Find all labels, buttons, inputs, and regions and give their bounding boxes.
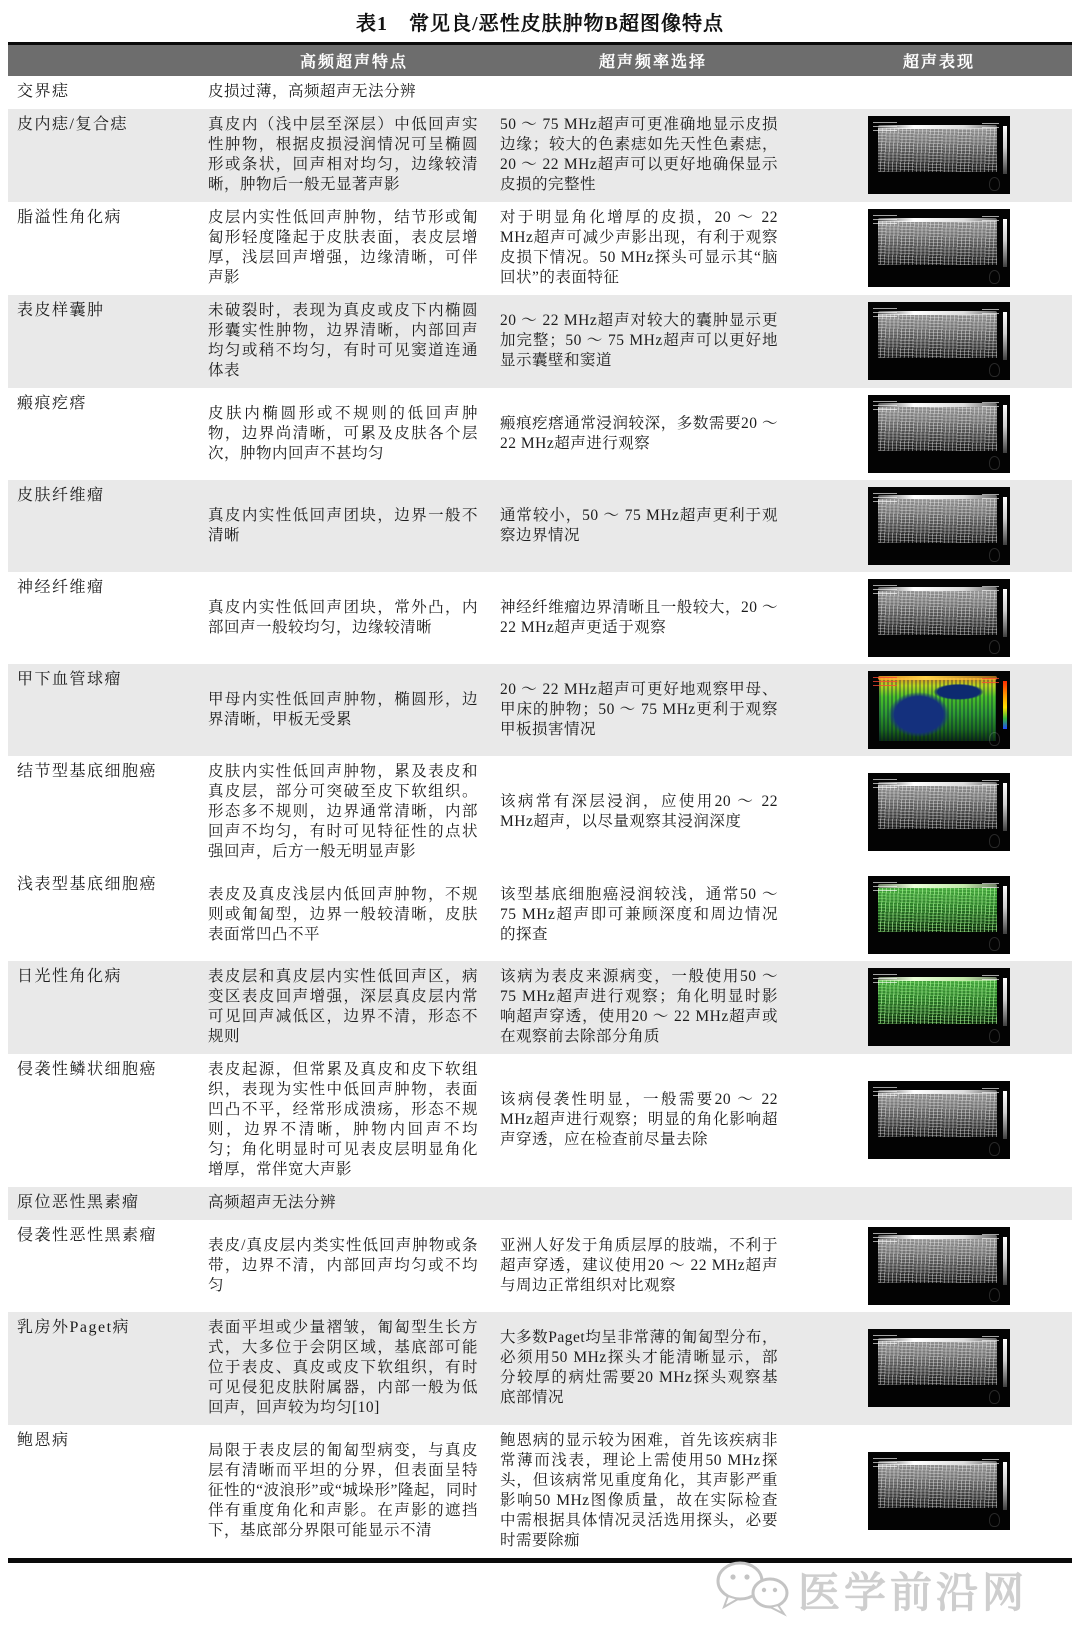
table-row	[8, 480, 1072, 572]
ultrasound-scale-bar	[1003, 681, 1007, 729]
ultrasound-tissue-band	[878, 128, 997, 172]
ultrasound-image-cell	[806, 665, 1072, 756]
row-frequency-text	[500, 1197, 806, 1210]
row-frequency-text	[500, 86, 806, 99]
ultrasound-scale-bar	[1003, 978, 1007, 1026]
row-features-text: 皮层内实性低回声肿物，结节形或匍匐形轻度隆起于皮肤表面，表皮层增厚，浅层回声增强，边缘清晰，可伴声影	[208, 209, 478, 286]
row-frequency-text: 该病常有深层浸润，应使用20 ～ 22 MHz超声，以尽量观察其浸润深度	[500, 793, 778, 830]
ultrasound-annotation-marks-right	[982, 675, 999, 683]
ultrasound-image	[868, 1227, 1010, 1305]
ultrasound-annotation-marks-right	[982, 972, 999, 980]
ultrasound-image	[868, 876, 1010, 954]
row-label: 日光性角化病	[17, 968, 123, 985]
table-row	[8, 1187, 1072, 1220]
table-row	[8, 961, 1072, 1054]
table-row	[8, 109, 1072, 202]
ultrasound-body-marker-icon	[989, 1029, 1000, 1043]
row-features-text: 表皮/真皮层内类实性低回声肿物或条带，边界不清，内部回声均匀或不均匀	[208, 1236, 478, 1294]
ultrasound-annotation-marks	[873, 399, 897, 410]
ultrasound-image-cell	[806, 481, 1072, 572]
ultrasound-annotation-marks-right	[982, 399, 999, 407]
table-header-row	[8, 45, 1072, 76]
ultrasound-body-marker-icon	[989, 732, 1000, 746]
ultrasound-scale-bar	[1003, 497, 1007, 545]
wechat-icon	[714, 1557, 792, 1622]
ultrasound-scale-bar	[1003, 589, 1007, 637]
ultrasound-scale-bar	[1003, 783, 1007, 831]
row-label: 神经纤维瘤	[17, 579, 105, 596]
ultrasound-annotation-marks-right	[982, 1085, 999, 1093]
row-label: 乳房外Paget病	[17, 1319, 131, 1336]
ultrasound-image-cell	[806, 1075, 1072, 1166]
ultrasound-image	[868, 671, 1010, 749]
table-row	[8, 572, 1072, 664]
row-features-text: 真皮内（浅中层至深层）中低回声实性肿物，根据皮损浸润情况可呈椭圆形或条状，回声相对均匀，边缘较清晰，肿物后一般无显著声影	[208, 116, 478, 193]
ultrasound-image-cell	[806, 1323, 1072, 1414]
row-label: 瘢痕疙瘩	[17, 395, 88, 412]
header-cell-frequency: 超声频率选择	[598, 54, 707, 71]
ultrasound-annotation-marks	[873, 777, 897, 788]
ultrasound-annotation-marks	[873, 972, 897, 983]
row-label: 皮内痣/复合痣	[17, 116, 128, 133]
header-cell-appearance: 超声表现	[902, 54, 975, 71]
row-frequency-text: 20 ～ 22 MHz超声对较大的囊肿显示更加完整；50 ～ 75 MHz超声可以更好地显示囊壁和窦道	[500, 312, 778, 369]
row-frequency-text: 瘢痕疙瘩通常浸润较深，多数需要20 ～ 22 MHz超声进行观察	[500, 414, 778, 452]
table-row	[8, 388, 1072, 480]
watermark-text: 医学前沿网	[797, 1568, 1028, 1616]
ultrasound-annotation-marks	[873, 491, 897, 502]
row-features-text: 表面平坦或少量褶皱，匍匐型生长方式，大多位于会阴区域，基底部可能位于表皮、真皮或皮下软组织，有时可见侵犯皮肤附属器，内部一般为低回声，回声较为均匀[10]	[208, 1319, 478, 1416]
table	[8, 42, 1072, 1558]
table-row	[8, 1220, 1072, 1312]
row-frequency-text: 该病为表皮来源病变，一般使用50 ～ 75 MHz超声进行观察；角化明显时影响超声穿透，使用20 ～ 22 MHz超声或在观察前去除部分角质	[500, 968, 778, 1045]
ultrasound-body-marker-icon	[989, 363, 1000, 377]
ultrasound-image-cell	[806, 573, 1072, 664]
ultrasound-image	[868, 968, 1010, 1046]
row-features-text: 真皮内实性低回声团块，边界一般不清晰	[208, 506, 478, 544]
ultrasound-image-cell	[806, 296, 1072, 387]
ultrasound-image-cell	[806, 203, 1072, 294]
row-features-text: 皮肤内实性低回声肿物，累及表皮和真皮层，部分可突破至皮下软组织。形态多不规则，边界通常清晰，内部回声不均匀，有时可见特征性的点状强回声，后方一般无明显声影	[208, 763, 478, 860]
ultrasound-tissue-band	[878, 980, 997, 1024]
row-label: 表皮样囊肿	[17, 302, 105, 319]
ultrasound-image-cell	[806, 1446, 1072, 1537]
ultrasound-body-marker-icon	[989, 1390, 1000, 1404]
ultrasound-scale-bar	[1003, 1091, 1007, 1139]
ultrasound-annotation-marks-right	[982, 583, 999, 591]
ultrasound-image-cell	[806, 110, 1072, 201]
ultrasound-image	[868, 1329, 1010, 1407]
ultrasound-image-cell	[806, 86, 1072, 99]
ultrasound-tissue-band	[878, 407, 997, 451]
ultrasound-scale-bar	[1003, 1237, 1007, 1285]
ultrasound-image	[868, 579, 1010, 657]
table-row	[8, 756, 1072, 869]
ultrasound-annotation-marks-right	[982, 1231, 999, 1239]
ultrasound-body-marker-icon	[989, 834, 1000, 848]
table-row	[8, 202, 1072, 295]
table-row	[8, 664, 1072, 756]
row-frequency-text: 鲍恩病的显示较为困难，首先该疾病非常薄而浅表，理论上需使用50 MHz探头，但该病常见重度角化，其声影严重影响50 MHz图像质量，故在实际检查中需根据具体情况灵活选用探头，必要时需要除痂	[500, 1432, 778, 1549]
row-label: 结节型基底细胞癌	[17, 763, 158, 780]
table-row	[8, 1425, 1072, 1558]
ultrasound-annotation-marks-right	[982, 120, 999, 128]
ultrasound-body-marker-icon	[989, 1288, 1000, 1302]
row-features-text: 甲母内实性低回声肿物，椭圆形，边界清晰，甲板无受累	[208, 690, 478, 728]
ultrasound-tissue-band	[879, 678, 995, 740]
table-body	[8, 76, 1072, 1558]
ultrasound-annotation-marks-right	[982, 880, 999, 888]
ultrasound-scale-bar	[1003, 312, 1007, 360]
ultrasound-scale-bar	[1003, 886, 1007, 934]
ultrasound-scale-bar	[1003, 126, 1007, 174]
ultrasound-image-cell	[806, 1197, 1072, 1210]
ultrasound-tissue-band	[878, 591, 997, 635]
ultrasound-annotation-marks-right	[982, 491, 999, 499]
ultrasound-body-marker-icon	[989, 456, 1000, 470]
table-row	[8, 295, 1072, 388]
row-label: 原位恶性黑素瘤	[17, 1194, 140, 1211]
ultrasound-body-marker-icon	[989, 177, 1000, 191]
ultrasound-annotation-marks-right	[982, 306, 999, 314]
ultrasound-tissue-band	[878, 499, 997, 543]
row-label: 甲下血管球瘤	[17, 671, 123, 688]
ultrasound-image	[868, 773, 1010, 851]
row-features-text: 未破裂时，表现为真皮或皮下内椭圆形囊实性肿物，边界清晰，内部回声均匀或稍不均匀，有时可见窦道连通体表	[208, 302, 478, 379]
ultrasound-image	[868, 116, 1010, 194]
row-label: 交界痣	[17, 83, 70, 100]
ultrasound-annotation-marks-right	[982, 1333, 999, 1341]
ultrasound-tissue-band	[878, 888, 997, 932]
row-features-text: 表皮层和真皮层内实性低回声区，病变区表皮回声增强，深层真皮层内常可见回声减低区，边界不清，形态不规则	[208, 968, 478, 1045]
ultrasound-body-marker-icon	[989, 1513, 1000, 1527]
ultrasound-image	[868, 1452, 1010, 1530]
table-row	[8, 869, 1072, 961]
ultrasound-annotation-marks	[873, 880, 897, 891]
table-row	[8, 1312, 1072, 1425]
ultrasound-image	[868, 209, 1010, 287]
ultrasound-image-cell	[806, 389, 1072, 480]
ultrasound-tissue-band	[878, 1464, 997, 1508]
row-label: 脂溢性角化病	[17, 209, 123, 226]
table-title: 表1 常见良/恶性皮肤肿物B超图像特点	[356, 13, 724, 35]
row-features-text: 表皮起源，但常累及真皮和皮下软组织，表现为实性中低回声肿物，表面凹凸不平，经常形成溃疡，形态不规则，边界不清晰，肿物内回声不均匀；角化明显时可见表皮层明显角化增厚，常伴宽大声影	[208, 1061, 478, 1178]
ultrasound-body-marker-icon	[989, 640, 1000, 654]
table-row	[8, 76, 1072, 109]
row-label: 皮肤纤维瘤	[17, 487, 105, 504]
row-features-text: 真皮内实性低回声团块，常外凸，内部回声一般较均匀，边缘较清晰	[208, 598, 478, 636]
ultrasound-image-cell	[806, 1221, 1072, 1312]
ultrasound-image	[868, 395, 1010, 473]
row-features-text: 高频超声无法分辨	[208, 1194, 337, 1211]
row-frequency-text: 该病侵袭性明显，一般需要20 ～ 22 MHz超声进行观察；明显的角化影响超声穿透，应在检查前尽量去除	[500, 1091, 778, 1148]
row-frequency-text: 对于明显角化增厚的皮损，20 ～ 22 MHz超声可减少声影出现，有利于观察皮损下情况。50 MHz探头可显示其“脑回状”的表面特征	[500, 209, 778, 286]
row-label: 侵袭性鳞状细胞癌	[17, 1061, 158, 1078]
ultrasound-annotation-marks	[873, 1231, 897, 1242]
ultrasound-scale-bar	[1003, 1339, 1007, 1387]
ultrasound-scale-bar	[1003, 219, 1007, 267]
table-bottom-rule	[8, 1558, 1072, 1563]
ultrasound-tissue-band	[878, 1341, 997, 1385]
row-label: 侵袭性恶性黑素瘤	[17, 1227, 158, 1244]
row-frequency-text: 该型基底细胞癌浸润较浅，通常50 ～ 75 MHz超声即可兼顾深度和周边情况的探查	[500, 885, 778, 943]
ultrasound-tissue-band	[878, 1093, 997, 1137]
ultrasound-body-marker-icon	[989, 270, 1000, 284]
ultrasound-annotation-marks-right	[982, 213, 999, 221]
ultrasound-body-marker-icon	[989, 937, 1000, 951]
ultrasound-body-marker-icon	[989, 548, 1000, 562]
watermark	[714, 1557, 1028, 1622]
row-frequency-text: 大多数Paget均呈非常薄的匍匐型分布，必须用50 MHz探头才能清晰显示，部分较厚的病灶需要20 MHz探头观察基底部情况	[500, 1329, 778, 1406]
ultrasound-tissue-band	[878, 221, 997, 265]
ultrasound-image	[868, 1081, 1010, 1159]
ultrasound-image-cell	[806, 767, 1072, 858]
row-frequency-text: 20 ～ 22 MHz超声可更好地观察甲母、甲床的肿物；50 ～ 75 MHz更利于观察甲板损害情况	[500, 680, 778, 738]
row-label: 浅表型基底细胞癌	[17, 876, 158, 893]
ultrasound-tissue-band	[878, 1239, 997, 1283]
ultrasound-image	[868, 487, 1010, 565]
ultrasound-annotation-marks	[873, 1085, 897, 1096]
ultrasound-body-marker-icon	[989, 1142, 1000, 1156]
ultrasound-annotation-marks	[873, 213, 897, 224]
row-frequency-text: 通常较小，50 ～ 75 MHz超声更利于观察边界情况	[500, 506, 778, 544]
row-features-text: 皮损过薄，高频超声无法分辨	[208, 83, 417, 100]
ultrasound-annotation-marks	[873, 583, 897, 594]
ultrasound-annotation-marks-right	[982, 1456, 999, 1464]
row-label: 鲍恩病	[17, 1432, 70, 1449]
ultrasound-scale-bar	[1003, 405, 1007, 453]
ultrasound-tissue-band	[878, 314, 997, 358]
row-features-text: 皮肤内椭圆形或不规则的低回声肿物，边界尚清晰，可累及皮肤各个层次，肿物内回声不甚均匀	[208, 404, 478, 462]
ultrasound-tissue-band	[878, 785, 997, 829]
ultrasound-annotation-marks	[873, 120, 897, 131]
ultrasound-annotation-marks	[873, 675, 897, 686]
ultrasound-annotation-marks-right	[982, 777, 999, 785]
ultrasound-image-cell	[806, 870, 1072, 961]
row-frequency-text: 亚洲人好发于角质层厚的肢端，不利于超声穿透，建议使用20 ～ 22 MHz超声与周边正常组织对比观察	[500, 1236, 778, 1294]
row-frequency-text: 神经纤维瘤边界清晰且一般较大，20 ～ 22 MHz超声更适于观察	[500, 598, 778, 636]
ultrasound-annotation-marks	[873, 1333, 897, 1344]
ultrasound-annotation-marks	[873, 1456, 897, 1467]
ultrasound-image-cell	[806, 962, 1072, 1053]
ultrasound-scale-bar	[1003, 1462, 1007, 1510]
ultrasound-annotation-marks	[873, 306, 897, 317]
row-features-text: 表皮及真皮浅层内低回声肿物，不规则或匍匐型，边界一般较清晰，皮肤表面常凹凸不平	[208, 885, 478, 943]
row-features-text: 局限于表皮层的匍匐型病变，与真皮层有清晰而平坦的分界，但表面呈特征性的“波浪形”或“城垛形”隆起，同时伴有重度角化和声影。在声影的遮挡下，基底部分界限可能显示不清	[208, 1442, 478, 1539]
header-cell-features: 高频超声特点	[299, 54, 408, 71]
table-row	[8, 1054, 1072, 1187]
ultrasound-image	[868, 302, 1010, 380]
row-frequency-text: 50 ～ 75 MHz超声可更准确地显示皮损边缘；较大的色素痣如先天性色素痣，20 ～ 22 MHz超声可以更好地确保显示皮损的完整性	[500, 116, 778, 193]
